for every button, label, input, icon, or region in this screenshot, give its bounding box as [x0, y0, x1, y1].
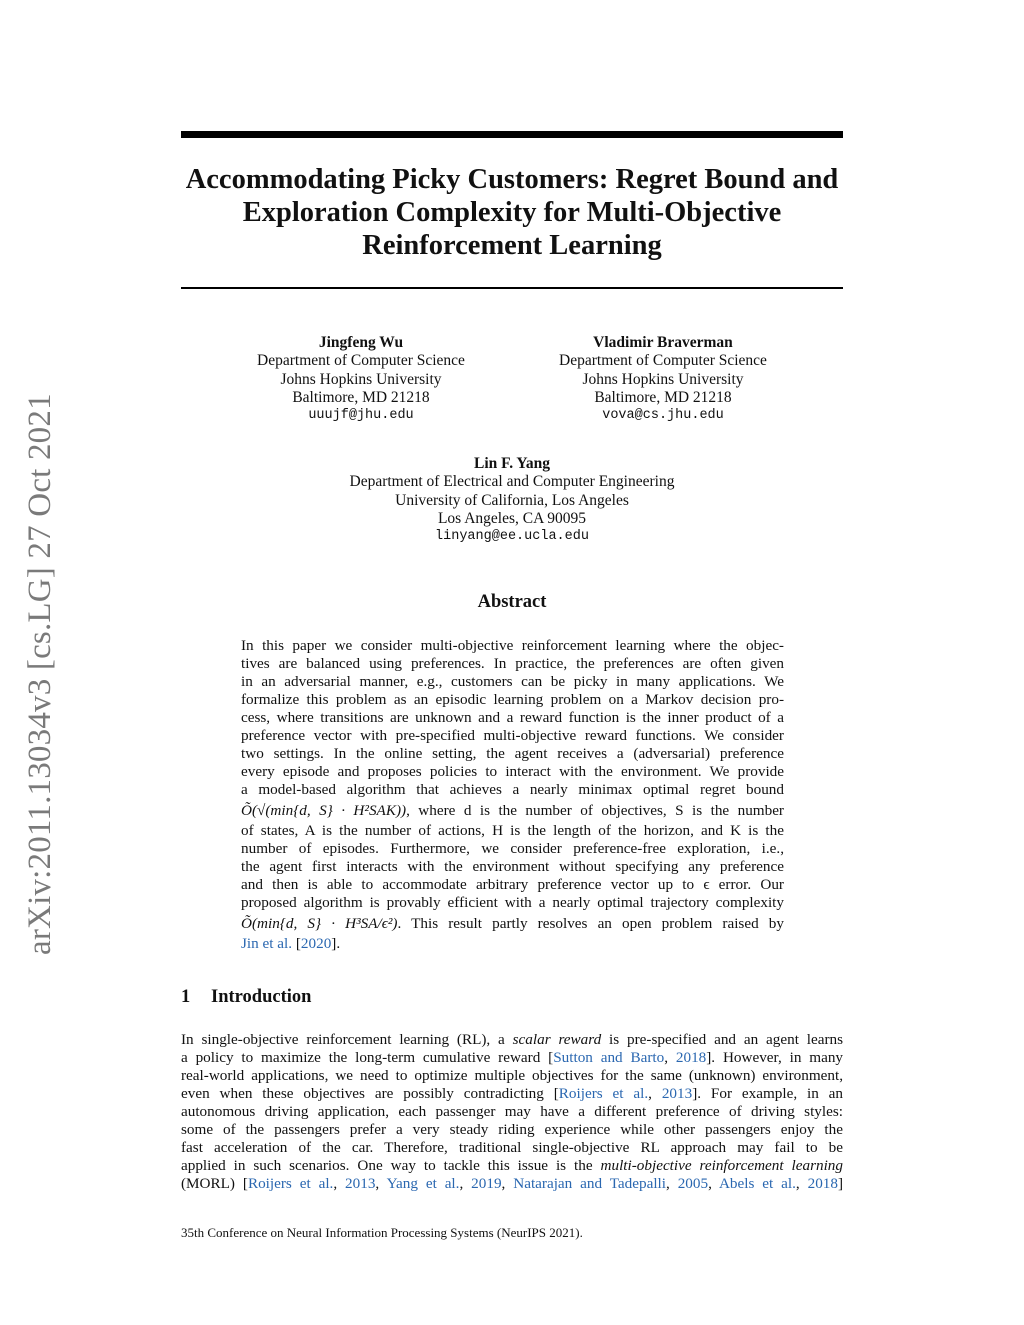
abstract-line: and then is able to accommodate arbitrary preference vector up to ϵ error. Our	[241, 876, 784, 893]
citation-year-link[interactable]: 2020	[300, 935, 332, 952]
citation-link[interactable]: Natarajan and Tadepalli	[513, 1175, 666, 1192]
author-institution: Johns Hopkins University	[280, 370, 442, 388]
author-block	[513, 334, 813, 425]
citation-link[interactable]: Sutton and Barto	[553, 1049, 665, 1066]
abstract-line: a model-based algorithm that achieves a nearly minimax optimal regret bound	[241, 781, 784, 798]
emphasis-text: scalar reward	[512, 1031, 602, 1048]
citation-year-link[interactable]: 2013	[345, 1175, 376, 1192]
intro-line: fast acceleration of the car. Therefore, traditional single-objective RL approach may fail to be	[181, 1139, 843, 1156]
regret-bound-formula: Õ(√(min{d, S} · H²SAK))	[241, 802, 407, 819]
intro-text: is pre-specified and an agent learns	[601, 1031, 844, 1048]
abstract-text: , where d is the number of objectives, S is the number	[406, 802, 784, 819]
intro-text: ]	[837, 1175, 844, 1192]
intro-line	[181, 1031, 843, 1049]
abstract-line: Jin et al. [2020].	[241, 935, 341, 952]
author-email: vova@cs.jhu.edu	[602, 408, 724, 424]
citation-year-link[interactable]: 2019	[471, 1175, 502, 1192]
citation-link[interactable]: Roijers et al.	[558, 1085, 649, 1102]
title-line: Exploration Complexity for Multi-Objective	[242, 197, 782, 228]
intro-text: (MORL) [	[181, 1175, 248, 1192]
abstract-line: tives are balanced using preferences. In practice, the preferences are often given	[241, 655, 784, 672]
abstract-text: . This result partly resolves an open problem raised by	[397, 915, 784, 932]
abstract-line: two settings. In the online setting, the agent receives a (adversarial) preference	[241, 745, 784, 762]
citation-year-link[interactable]: 2018	[675, 1049, 707, 1066]
author-address: Los Angeles, CA 90095	[437, 509, 587, 527]
author-institution: Johns Hopkins University	[582, 370, 744, 388]
author-name: Vladimir Braverman	[593, 334, 733, 351]
citation-year-link[interactable]: 2013	[661, 1085, 693, 1102]
intro-line: a policy to maximize the long-term cumulative reward [Sutton and Barto, 2018]. However, in many	[181, 1049, 844, 1066]
intro-text: In single-objective reinforcement learning (RL), a	[181, 1031, 513, 1048]
conference-footnote: 35th Conference on Neural Information Processing Systems (NeurIPS 2021).	[181, 1225, 583, 1240]
abstract-line	[241, 915, 784, 933]
citation-year-link[interactable]: 2005	[677, 1175, 709, 1192]
author-department: Department of Computer Science	[257, 352, 465, 370]
title-line: Reinforcement Learning	[362, 230, 662, 261]
abstract-line: number of episodes. Furthermore, we consider preference-free exploration, i.e.,	[241, 840, 784, 857]
intro-text: a policy to maximize the long-term cumulative reward [	[181, 1049, 554, 1066]
citation-year-link[interactable]: 2018	[807, 1175, 838, 1192]
author-name: Jingfeng Wu	[318, 334, 404, 351]
author-address: Baltimore, MD 21218	[292, 388, 430, 406]
section-heading	[181, 987, 311, 1008]
abstract-line: preference vector with pre-specified multi-objective reward functions. We consider	[241, 727, 784, 744]
intro-line: (MORL) [Roijers et al., 2013, Yang et al., 2019, Natarajan and Tadepalli, 2005, Abels et al., 2018]	[181, 1175, 844, 1192]
abstract-line: In this paper we consider multi-objective reinforcement learning where the objec-	[241, 637, 784, 654]
citation-link[interactable]: Abels et al.	[718, 1175, 796, 1192]
abstract-line: the agent first interacts with the environment without specifying any preference	[241, 858, 784, 875]
author-address: Baltimore, MD 21218	[594, 388, 732, 406]
arxiv-identifier: arXiv:2011.13034v3 [cs.LG] 27 Oct 2021	[22, 393, 58, 955]
abstract-line: every episode and proposes policies to interact with the environment. We provide	[241, 763, 784, 780]
intro-text: applied in such scenarios. One way to tackle this issue is the	[181, 1157, 601, 1174]
author-block	[211, 334, 511, 425]
emphasis-text: multi-objective reinforcement learning	[600, 1157, 843, 1174]
section-number: 1	[181, 987, 191, 1007]
abstract-line: proposed algorithm is provably efficient with a nearly optimal trajectory complexity	[241, 894, 784, 911]
title-bottom-rule	[181, 287, 843, 289]
intro-line	[181, 1157, 843, 1175]
section-title: Introduction	[211, 987, 312, 1007]
abstract-line: formalize this problem as an episodic learning problem on a Markov decision pro-	[241, 691, 784, 708]
intro-line: real-world applications, we need to optimize multiple objectives for the same (unknown) environment,	[181, 1067, 843, 1084]
intro-line: autonomous driving application, each passenger may have a different preference of driving styles:	[181, 1103, 843, 1120]
title-top-rule	[181, 131, 843, 138]
citation-link[interactable]: Jin et al.	[241, 935, 293, 952]
abstract-heading: Abstract	[477, 592, 547, 612]
intro-line: even when these objectives are possibly contradicting [Roijers et al., 2013]. For example, in an	[181, 1085, 844, 1102]
citation-link[interactable]: Yang et al.	[386, 1175, 460, 1192]
abstract-line: cess, where transitions are unknown and a reward function is the inner product of a	[241, 709, 784, 726]
abstract-line: of states, A is the number of actions, H is the length of the horizon, and K is the	[241, 822, 784, 839]
title-line: Accommodating Picky Customers: Regret Bound and	[185, 164, 839, 195]
author-email: uuujf@jhu.edu	[308, 408, 414, 424]
author-department: Department of Computer Science	[559, 352, 767, 370]
author-department: Department of Electrical and Computer Engineering	[349, 473, 675, 491]
intro-text: ]. For example, in an	[692, 1085, 844, 1102]
citation-link[interactable]: Roijers et al.	[247, 1175, 334, 1192]
abstract-text: .	[336, 935, 341, 952]
intro-line: some of the passengers prefer a very steady riding experience while other passengers enjoy the	[181, 1121, 843, 1138]
complexity-formula: Õ(min{d, S} · H³SA/ϵ²)	[241, 915, 398, 932]
abstract-line	[241, 802, 784, 820]
abstract-line: in an adversarial manner, e.g., customers can be picky in many applications. We	[241, 673, 784, 690]
intro-text: ]. However, in many	[706, 1049, 844, 1066]
author-email: linyang@ee.ucla.edu	[435, 529, 589, 545]
author-name: Lin F. Yang	[474, 455, 550, 472]
paper-title	[171, 163, 853, 262]
intro-text: even when these objectives are possibly contradicting [	[181, 1085, 559, 1102]
author-institution: University of California, Los Angeles	[395, 491, 629, 509]
author-block	[312, 455, 712, 546]
